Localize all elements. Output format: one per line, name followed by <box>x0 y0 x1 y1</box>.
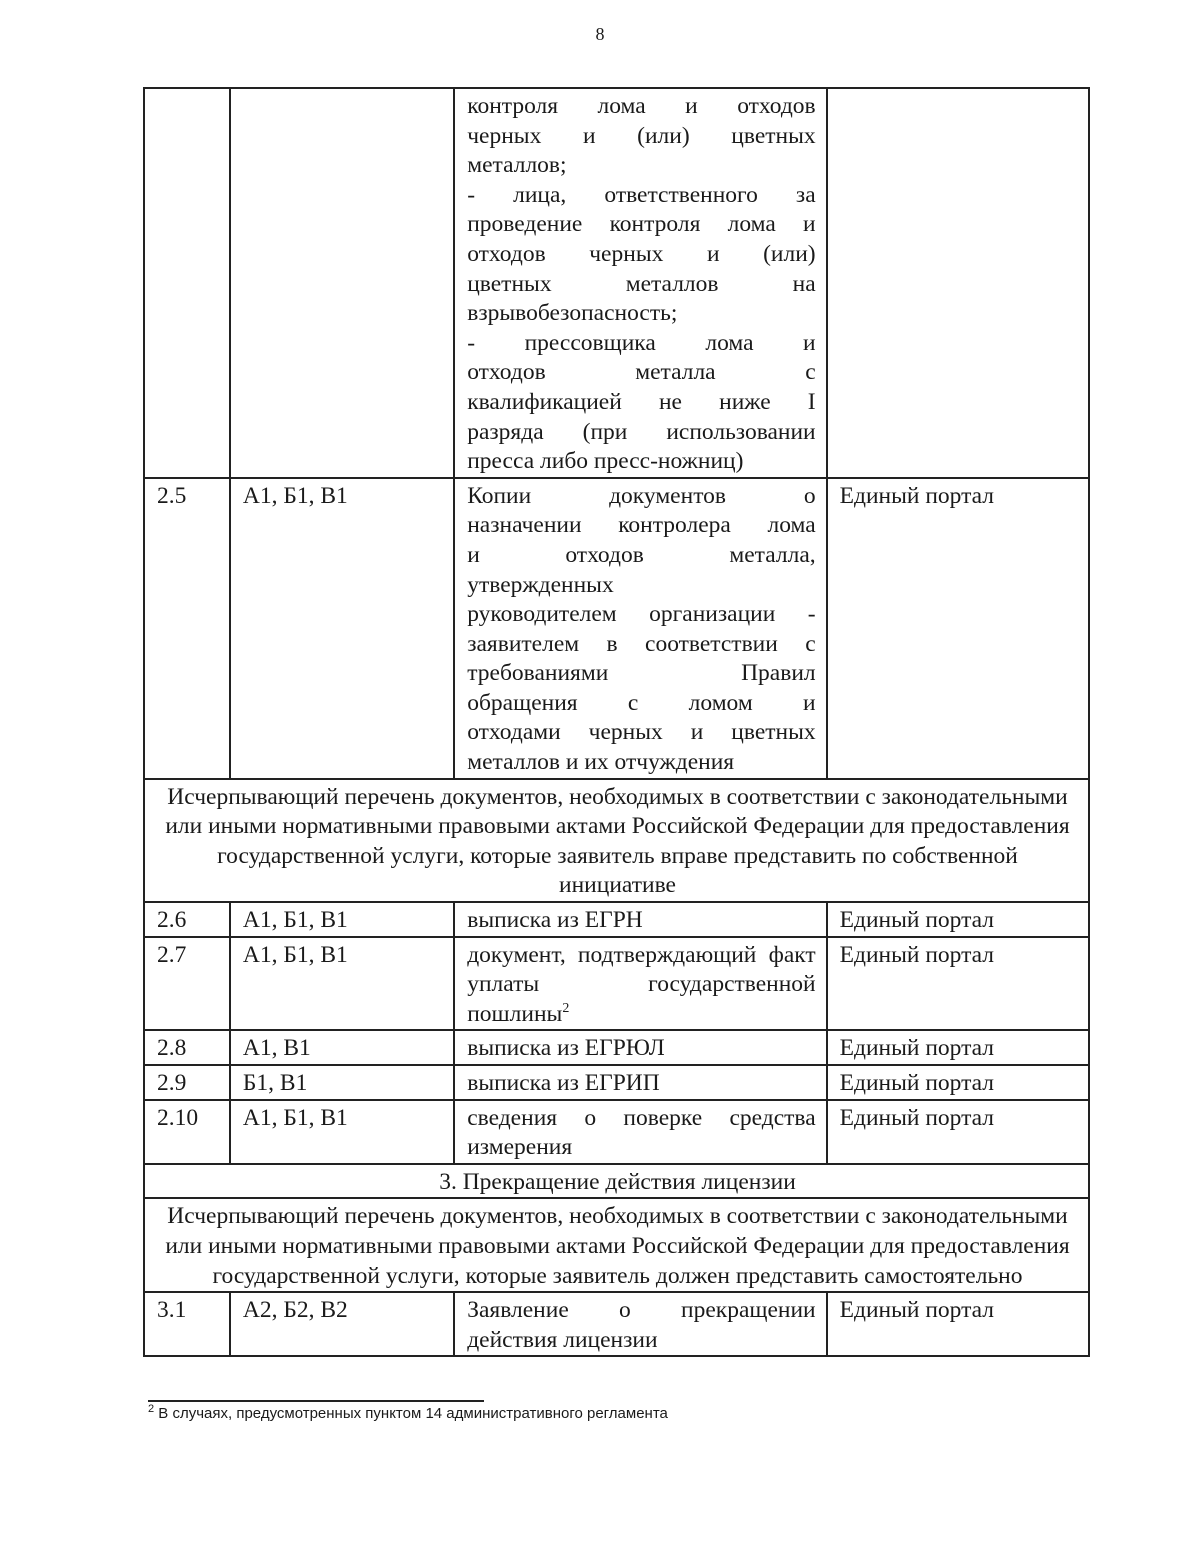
section-heading: Исчерпывающий перечень документов, необходимых в соответствии с законодательными или иными нормативными правовыми актами Российской Федерации для предоставления государственной услуги, которые заявитель должен представить самостоятельно <box>144 1198 1089 1292</box>
footnote-marker: 2 <box>148 1403 155 1415</box>
text-line: разряда (при использовании <box>467 418 816 445</box>
text-line: черных и (или) цветных <box>467 122 816 149</box>
cell-document: выписка из ЕГРН <box>454 902 826 937</box>
text-line: назначении контролера лома <box>467 512 816 539</box>
page-number: 8 <box>595 24 605 44</box>
table-row-heading-mandatory <box>144 1198 1089 1292</box>
text-line: - прессовщика лома и <box>467 329 816 356</box>
cell-categories: А1, Б1, В1 <box>230 937 454 1031</box>
text-line: пресса либо пресс-ножниц) <box>467 448 744 475</box>
cell-document: выписка из ЕГРИП <box>454 1065 826 1100</box>
cell-number: 2.10 <box>144 1100 230 1164</box>
text-line: утвержденных <box>467 571 614 598</box>
cell-document: сведения о поверке средства измерения <box>454 1100 826 1164</box>
table-row-2-5 <box>144 478 1089 779</box>
text-line: металлов; <box>467 152 567 179</box>
cell-categories: Б1, В1 <box>230 1065 454 1100</box>
cell-document <box>454 937 826 1031</box>
table-row-2-10 <box>144 1100 1089 1164</box>
cell-categories: А1, Б1, В1 <box>230 1100 454 1164</box>
table-row-3-1 <box>144 1292 1089 1356</box>
section-title: 3. Прекращение действия лицензии <box>144 1164 1089 1199</box>
footnote-text: В случаях, предусмотренных пунктом 14 административного регламента <box>158 1405 668 1422</box>
documents-table <box>143 87 1090 1357</box>
table-row-2-6 <box>144 902 1089 937</box>
text-line: квалификацией не ниже I <box>467 388 816 415</box>
table-row-section-3 <box>144 1164 1089 1199</box>
cell-number: 2.5 <box>144 478 230 779</box>
cell-channel: Единый портал <box>827 1065 1089 1100</box>
footnote <box>148 1405 668 1422</box>
text-line: руководителем организации - <box>467 601 816 628</box>
cell-document: выписка из ЕГРЮЛ <box>454 1030 826 1065</box>
cell-categories: А2, Б2, В2 <box>230 1292 454 1356</box>
footnote-reference: 2 <box>562 1000 570 1016</box>
cell-number: 2.7 <box>144 937 230 1031</box>
cell-categories <box>230 88 454 478</box>
cell-number: 3.1 <box>144 1292 230 1356</box>
cell-number: 2.6 <box>144 902 230 937</box>
table-row-continued <box>144 88 1089 478</box>
cell-categories: А1, Б1, В1 <box>230 478 454 779</box>
cell-categories: А1, Б1, В1 <box>230 902 454 937</box>
cell-categories: А1, В1 <box>230 1030 454 1065</box>
footnote-divider <box>148 1400 484 1402</box>
text-line: отходов металла с <box>467 359 816 386</box>
cell-document <box>454 88 826 478</box>
table-row-2-7 <box>144 937 1089 1031</box>
text-line: отходов черных и (или) <box>467 240 816 267</box>
table-row-2-9 <box>144 1065 1089 1100</box>
text-line: и отходов металла, <box>467 541 816 568</box>
text-line: металлов и их отчуждения <box>467 749 735 776</box>
cell-channel <box>827 88 1089 478</box>
section-heading: Исчерпывающий перечень документов, необходимых в соответствии с законодательными или иными нормативными правовыми актами Российской Федерации для предоставления государственной услуги, которые заявитель вправе представить по собственной инициативе <box>144 779 1089 902</box>
cell-channel: Единый портал <box>827 1100 1089 1164</box>
text-line: цветных металлов на <box>467 270 816 297</box>
text-line: отходами черных и цветных <box>467 719 816 746</box>
text-line: обращения с ломом и <box>467 689 816 716</box>
cell-number <box>144 88 230 478</box>
text-line: Копии документов о <box>467 482 816 509</box>
cell-channel: Единый портал <box>827 1292 1089 1356</box>
text-line: требованиями Правил <box>467 660 816 687</box>
cell-channel: Единый портал <box>827 902 1089 937</box>
cell-channel: Единый портал <box>827 478 1089 779</box>
text-line: контроля лома и отходов <box>467 93 816 119</box>
text-line: взрывобезопасность; <box>467 300 678 327</box>
cell-number: 2.9 <box>144 1065 230 1100</box>
text-line: - лица, ответственного за <box>467 181 816 208</box>
text-line: заявителем в соответствии с <box>467 630 816 657</box>
table-row-2-8 <box>144 1030 1089 1065</box>
cell-channel: Единый портал <box>827 937 1089 1031</box>
cell-document <box>454 478 826 779</box>
document-text: документ, подтверждающий факт уплаты государственной пошлины <box>467 941 816 1027</box>
cell-document: Заявление о прекращении действия лицензии <box>454 1292 826 1356</box>
table-row-heading-optional <box>144 779 1089 902</box>
text-line: проведение контроля лома и <box>467 211 816 238</box>
cell-channel: Единый портал <box>827 1030 1089 1065</box>
cell-number: 2.8 <box>144 1030 230 1065</box>
